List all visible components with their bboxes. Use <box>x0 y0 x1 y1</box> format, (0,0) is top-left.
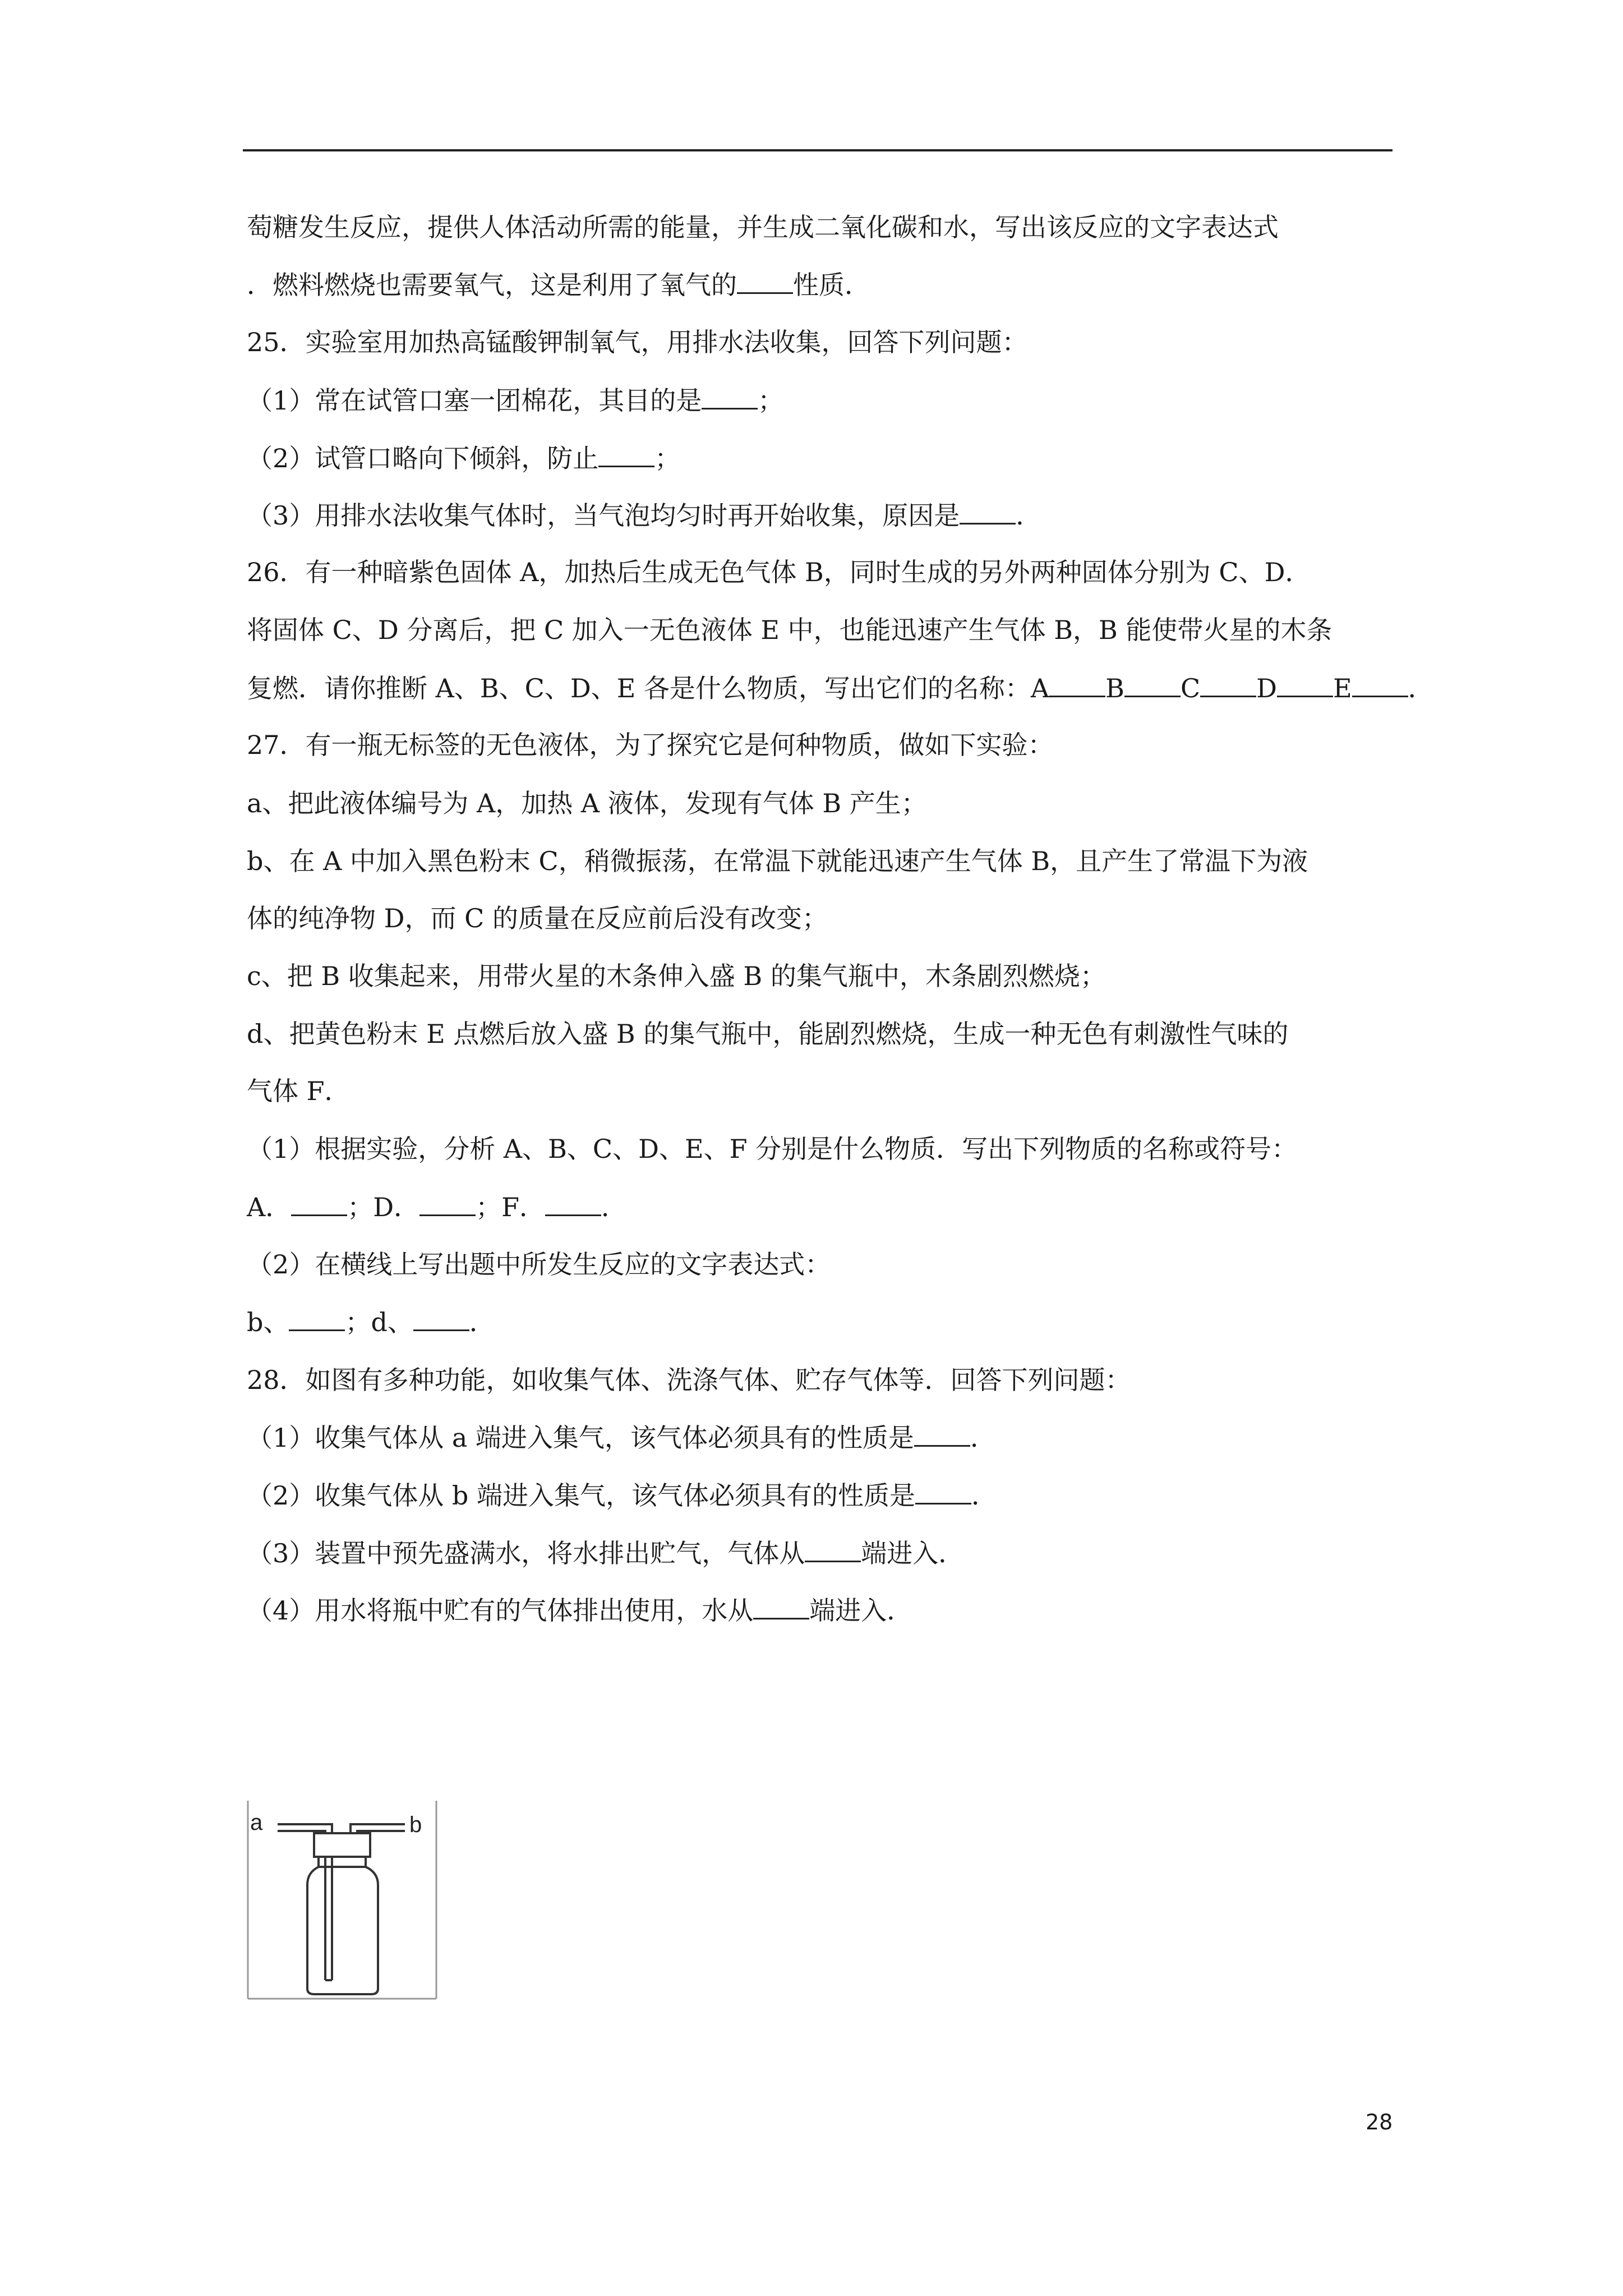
answer-blank[interactable] <box>753 1593 809 1619</box>
gas-bottle-diagram <box>247 1801 437 2000</box>
port-label-a: a <box>250 1810 263 1835</box>
q25-part-2: （2）试管口略向下倾斜，防止 ； <box>247 441 680 475</box>
continuation-line-2: ．燃料燃烧也需要氧气，这是利用了氧气的 性质． <box>247 268 870 302</box>
port-label-b: b <box>409 1812 422 1837</box>
q26-line-2: 将固体 C、D 分离后，把 C 加入一无色液体 E 中，也能迅速产生气体 B，B 能使带火星的木条 <box>247 615 1332 645</box>
q25-part-1: （1）常在试管口塞一团棉花，其目的是 ； <box>247 383 783 417</box>
answer-blank[interactable] <box>914 1420 970 1447</box>
answer-blank-d[interactable] <box>1277 671 1333 697</box>
q25-part-3: （3）用排水法收集气体时，当气泡均匀时再开始收集，原因是 ． <box>247 498 1041 532</box>
answer-blank-f[interactable] <box>545 1190 601 1216</box>
answer-blank-a[interactable] <box>1049 671 1105 697</box>
answer-blank[interactable] <box>702 383 758 409</box>
answer-blank[interactable] <box>805 1536 861 1562</box>
answer-blank-a[interactable] <box>291 1190 347 1216</box>
gas-bottle-figure <box>247 1801 437 2000</box>
q27-part-2: （2）在横线上写出题中所发生反应的文字表达式： <box>247 1249 831 1280</box>
answer-blank[interactable] <box>960 498 1016 524</box>
q27-part-1: （1）根据实验，分析 A、B、C、D、E、F 分别是什么物质．写出下列物质的名称或符号： <box>247 1134 1298 1164</box>
q27-stem: 27．有一瓶无标签的无色液体，为了探究它是何种物质，做如下实验： <box>247 730 1054 760</box>
q25-stem: 25．实验室用加热高锰酸钾制氧气，用排水法收集，回答下列问题： <box>247 327 1028 357</box>
answer-blank-e[interactable] <box>1352 671 1408 697</box>
q26-line-1: 26．有一种暗紫色固体 A，加热后生成无色气体 B，同时生成的另外两种固体分别为 C、D． <box>247 557 1311 587</box>
answer-blank[interactable] <box>598 441 654 467</box>
answer-blank-c[interactable] <box>1200 671 1256 697</box>
page-number: 28 <box>1366 2110 1393 2134</box>
answer-blank-d[interactable] <box>419 1190 476 1216</box>
answer-blank-b[interactable] <box>289 1305 345 1331</box>
q28-part-1: （1）收集气体从 a 端进入集气，该气体必须具有的性质是 ． <box>247 1420 996 1455</box>
q27-step-d-line-1: d、把黄色粉末 E 点燃后放入盛 B 的集气瓶中，能剧烈燃烧，生成一种无色有刺激性气味的 <box>247 1019 1289 1049</box>
q28-part-4: （4）用水将瓶中贮有的气体排出使用，水从 端进入． <box>247 1593 912 1627</box>
continuation-line-1: 萄糖发生反应，提供人体活动所需的能量，并生成二氧化碳和水，写出该反应的文字表达式 <box>247 212 1279 242</box>
q27-step-c: c、把 B 收集起来，用带火星的木条伸入盛 B 的集气瓶中，木条剧烈燃烧； <box>247 961 1106 991</box>
answer-blank[interactable] <box>737 268 793 294</box>
q27-part-2-answers: b、 ；d、 ． <box>247 1305 495 1339</box>
q27-step-b-line-2: 体的纯净物 D，而 C 的质量在反应前后没有改变； <box>247 903 828 933</box>
header-rule <box>243 149 1393 151</box>
answer-blank-b[interactable] <box>1124 671 1181 697</box>
q27-part-1-answers: A． ；D． ；F． ． <box>247 1190 627 1224</box>
q27-step-a: a、把此液体编号为 A，加热 A 液体，发现有气体 B 产生； <box>247 788 927 818</box>
answer-blank-d[interactable] <box>413 1305 469 1331</box>
q27-step-d-line-2: 气体 F． <box>247 1076 351 1106</box>
q27-step-b-line-1: b、在 A 中加入黑色粉末 C，稍微振荡，在常温下就能迅速产生气体 B，且产生了常温下为液 <box>247 846 1308 876</box>
q28-stem: 28．如图有多种功能，如收集气体、洗涤气体、贮存气体等．回答下列问题： <box>247 1365 1131 1395</box>
q26-line-3: 复燃．请你推断 A、B、C、D、E 各是什么物质，写出它们的名称：A B C D E ． <box>247 671 1434 705</box>
q28-part-3: （3）装置中预先盛满水，将水排出贮气，气体从 端进入． <box>247 1536 964 1570</box>
answer-blank[interactable] <box>915 1478 971 1504</box>
q28-part-2: （2）收集气体从 b 端进入集气，该气体必须具有的性质是 ． <box>247 1478 997 1512</box>
